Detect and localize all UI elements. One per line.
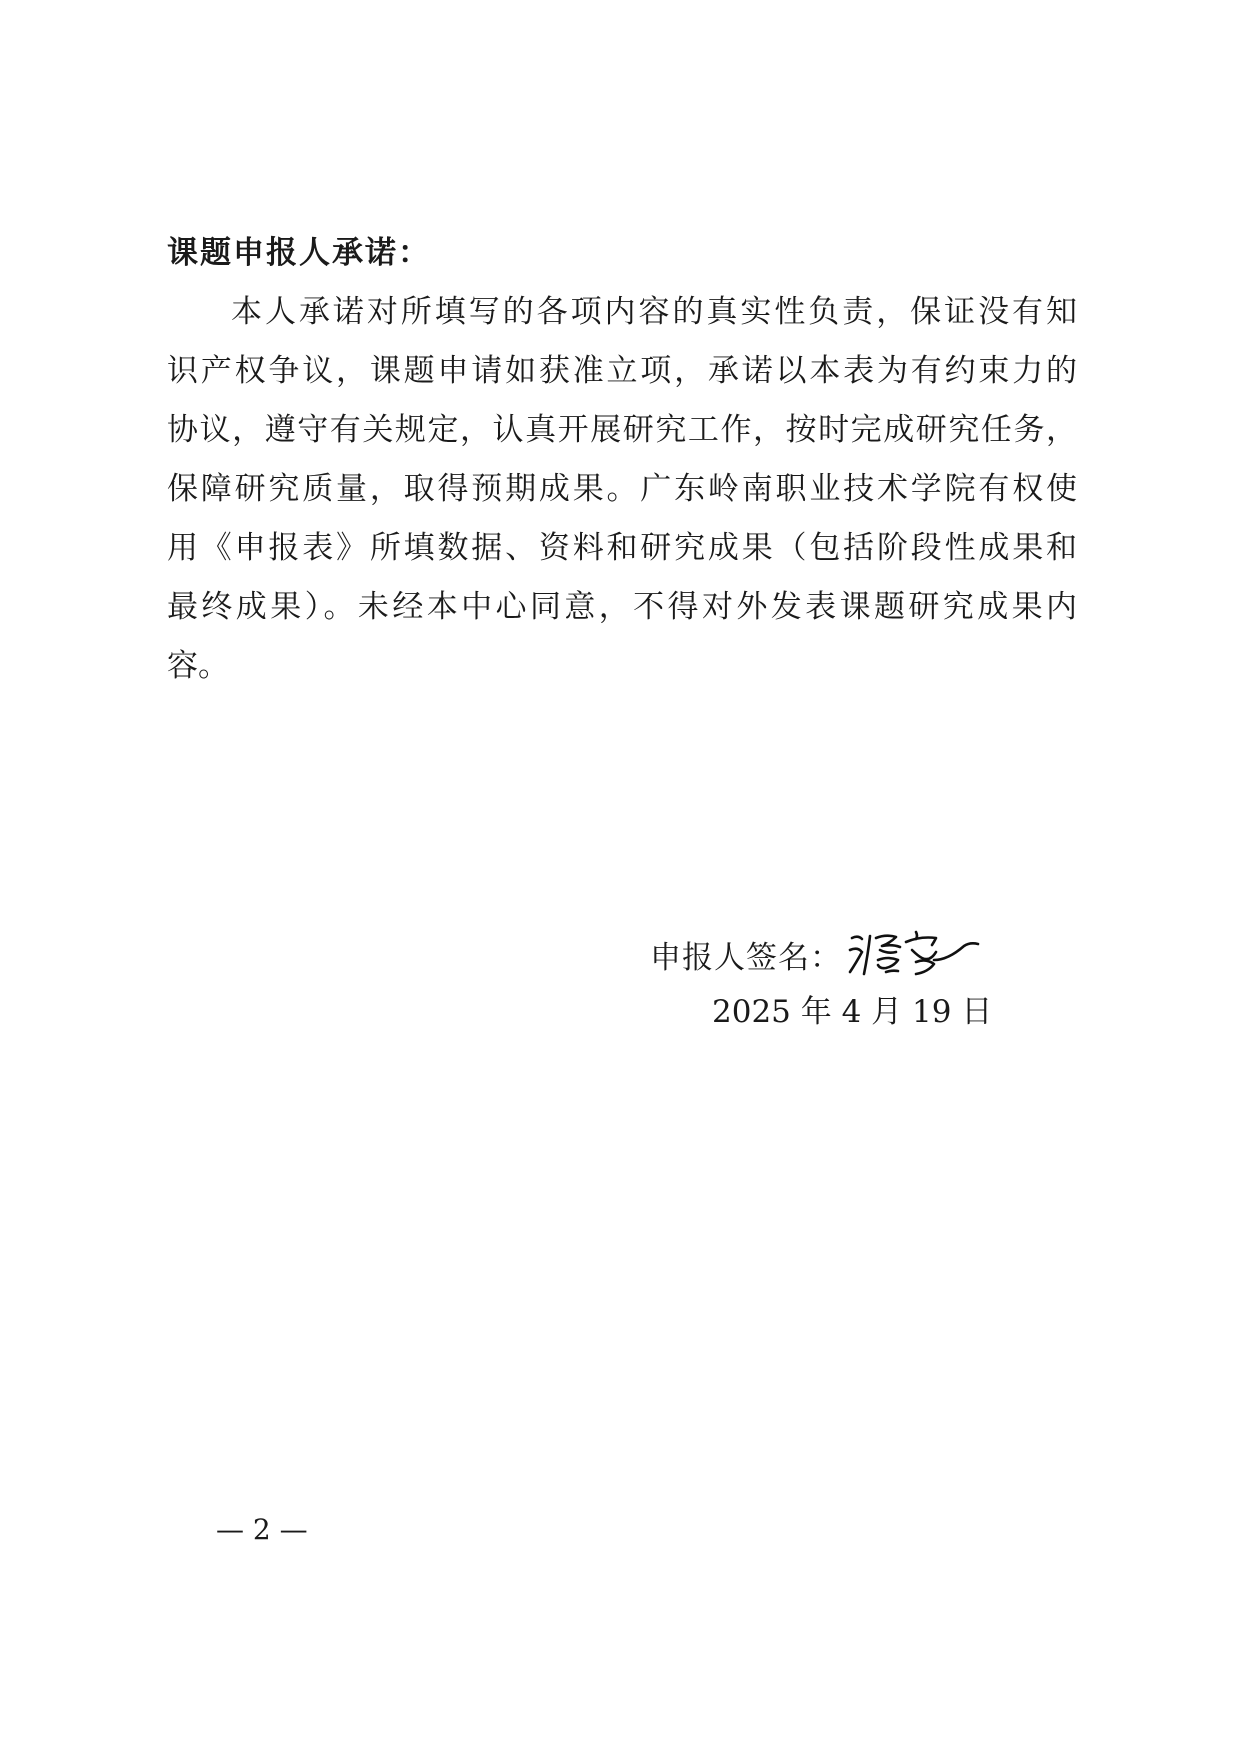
signature-label: 申报人签名：: [650, 939, 842, 976]
paragraph-line: 保障研究质量，取得预期成果。广东岭南职业技术学院有权使: [167, 471, 1077, 507]
paragraph-line: 最终成果）。未经本中心同意，不得对外发表课题研究成果内: [167, 589, 1077, 625]
paragraph-line: 用《申报表》所填数据、资料和研究成果（包括阶段性成果和: [167, 530, 1077, 566]
commitment-paragraph: [167, 283, 1077, 696]
page-number: — 2 —: [216, 1513, 308, 1546]
paragraph-line: 本人承诺对所填写的各项内容的真实性负责，保证没有知: [231, 294, 1077, 330]
commitment-heading: 课题申报人承诺：: [167, 235, 431, 271]
paragraph-line: 容。: [167, 648, 229, 684]
signature-row: [650, 924, 986, 984]
signature-date: 2025 年 4 月 19 日: [712, 994, 993, 1030]
handwritten-signature: [846, 924, 986, 984]
paragraph-line: 协议，遵守有关规定，认真开展研究工作，按时完成研究任务，: [167, 412, 1077, 448]
paragraph-line: 识产权争议，课题申请如获准立项，承诺以本表为有约束力的: [167, 353, 1077, 389]
